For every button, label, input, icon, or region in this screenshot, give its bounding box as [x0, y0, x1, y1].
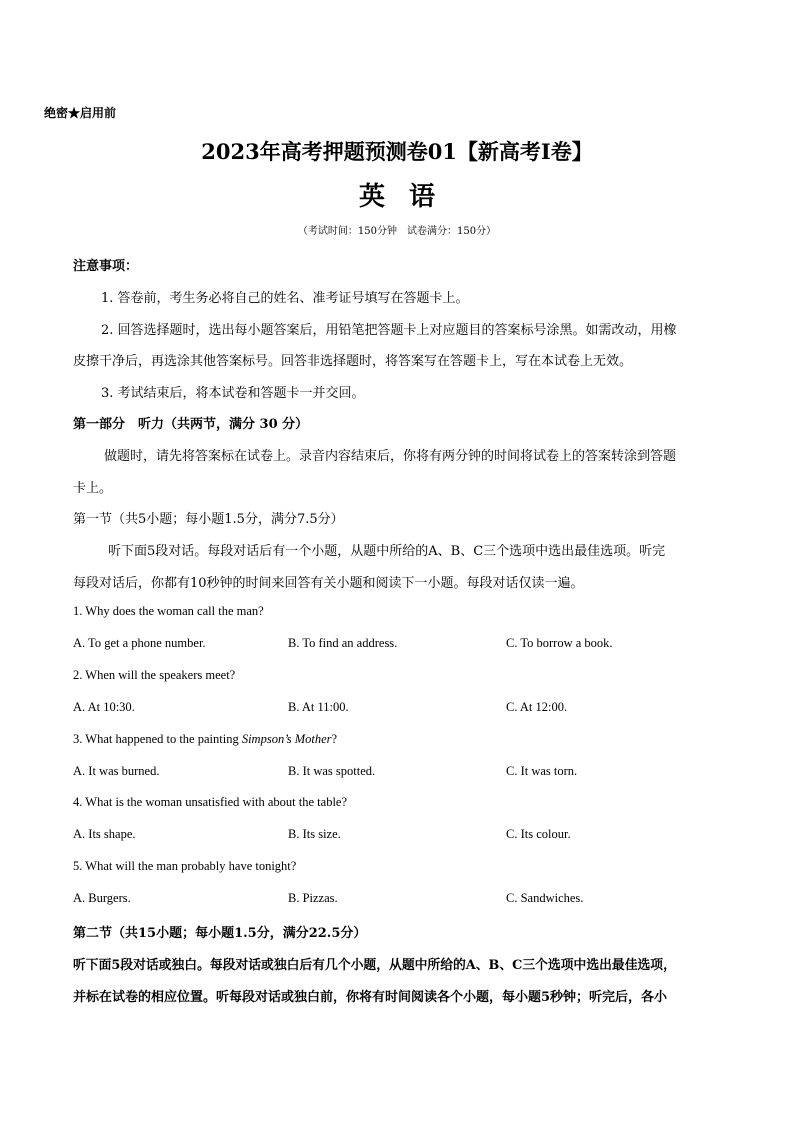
question-1-stem: 1. Why does the woman call the man?: [73, 604, 264, 618]
notes-item-1: 1. 答卷前，考生务必将自己的姓名、准考证号填写在答题卡上。: [101, 291, 469, 306]
question-3-stem-mark: ?: [331, 732, 338, 746]
part1-intro-line-2: 卡上。: [73, 481, 113, 496]
part1-heading: 第一部分 听力（共两节，满分 30 分）: [73, 417, 309, 432]
question-3-option-c: C. It was torn.: [506, 764, 578, 778]
question-4-option-c: C. Its colour.: [506, 827, 571, 841]
question-5-option-a: A. Burgers.: [73, 891, 131, 905]
notes-heading: 注意事项：: [73, 259, 139, 274]
section1-intro-line-2: 每段对话后，你都有10秒钟的时间来回答有关小题和阅读下一小题。每段对话仅读一遍。: [73, 576, 584, 591]
painting-title: Simpson’s Mother: [241, 732, 332, 746]
question-2-stem: 2. When will the speakers meet?: [73, 668, 236, 682]
section2-heading: 第二节（共15小题；每小题1.5分，满分22.5分）: [73, 926, 367, 941]
question-4-option-a: A. Its shape.: [73, 827, 136, 841]
question-5-stem: 5. What will the man probably have tonight?: [73, 859, 297, 873]
question-3-option-a: A. It was burned.: [73, 764, 160, 778]
section1-intro-line-1: 听下面5段对话。每段对话后有一个小题，从题中所给的A、B、C三个选项中选出最佳选项。听完: [108, 544, 666, 559]
question-2-option-b: B. At 11:00.: [288, 700, 349, 714]
question-3-stem-text: 3. What happened to the painting: [73, 732, 242, 746]
question-4-stem: 4. What is the woman unsatisfied with about the table?: [73, 795, 348, 809]
time-info: （考试时间：150分钟 试卷满分：150分）: [297, 226, 497, 237]
confidential-label: 绝密★启用前: [44, 106, 117, 120]
section2-intro-line-2: 并标在试卷的相应位置。听每段对话或独白前，你将有时间阅读各个小题，每小题5秒钟；听完后，各小: [73, 990, 668, 1005]
question-3-option-b: B. It was spotted.: [288, 764, 376, 778]
question-2-option-a: A. At 10:30.: [73, 700, 135, 714]
question-1-option-b: B. To find an address.: [288, 636, 398, 650]
section1-heading: 第一节（共5小题；每小题1.5分，满分7.5分）: [73, 512, 344, 527]
question-1-option-a: A. To get a phone number.: [73, 636, 206, 650]
notes-item-2-line-2: 皮擦干净后，再选涂其他答案标号。回答非选择题时，将答案写在答题卡上，写在本试卷上无效。: [73, 354, 633, 369]
question-2-option-c: C. At 12:00.: [506, 700, 568, 714]
exam-title: 2023年高考押题预测卷01【新高考I卷】: [201, 139, 593, 164]
question-5-option-b: B. Pizzas.: [288, 891, 338, 905]
notes-item-3: 3. 考试结束后，将本试卷和答题卡一并交回。: [101, 386, 365, 401]
question-5-option-c: C. Sandwiches.: [506, 891, 584, 905]
question-1-option-c: C. To borrow a book.: [506, 636, 613, 650]
subject-title: 英语: [358, 182, 459, 212]
part1-intro-line-1: 做题时，请先将答案标在试卷上。录音内容结束后，你将有两分钟的时间将试卷上的答案转涂到答题: [104, 449, 677, 464]
question-4-option-b: B. Its size.: [288, 827, 341, 841]
question-3-stem: [73, 732, 337, 747]
notes-item-2-line-1: 2. 回答选择题时，选出每小题答案后，用铅笔把答题卡上对应题目的答案标号涂黑。如需改动，用橡: [101, 323, 677, 338]
section2-intro-line-1: 听下面5段对话或独白。每段对话或独白后有几个小题，从题中所给的A、B、C三个选项中选出最佳选项，: [73, 958, 676, 973]
